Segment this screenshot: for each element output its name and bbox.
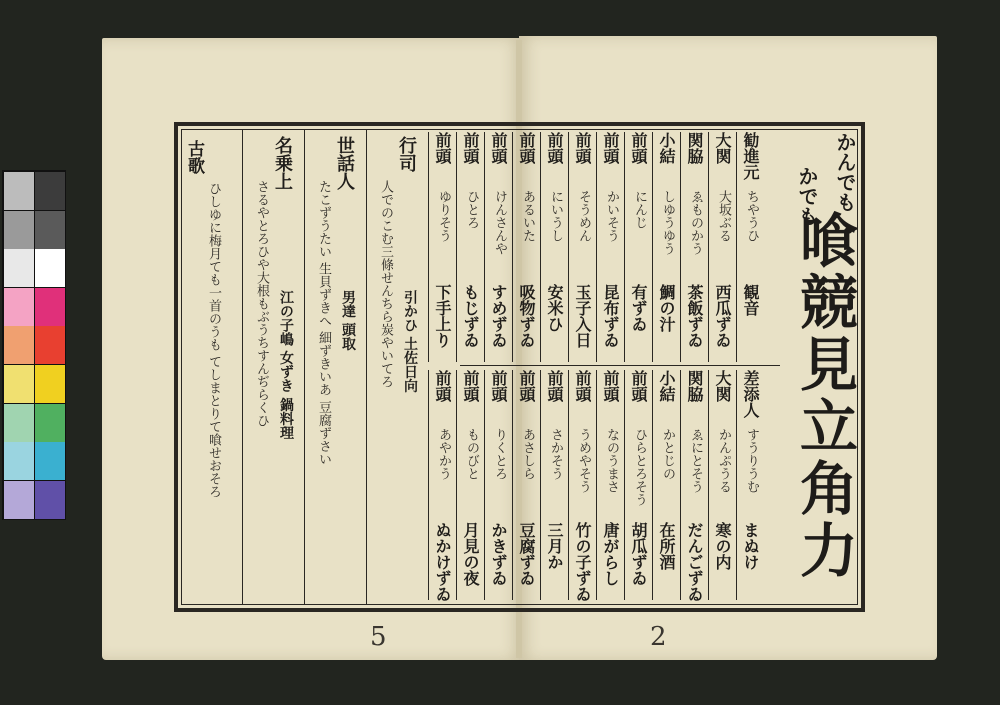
top-row-rank: 勧進元 <box>741 132 760 180</box>
bottom-row-key: 三月か <box>545 522 564 570</box>
column-rule <box>680 132 681 362</box>
bottom-row-key: 寒の内 <box>713 522 732 570</box>
top-row-name: そうめん <box>576 190 591 242</box>
top-row-rank: 前頭 <box>517 132 536 164</box>
column-rule <box>736 132 737 362</box>
column-rule <box>484 370 485 600</box>
column-rule <box>540 370 541 600</box>
bottom-row-rank: 関脇 <box>685 370 704 402</box>
top-row-name: かいそう <box>604 190 619 242</box>
official-key: 江の子嶋 女ずき 鍋料理 <box>278 290 294 440</box>
calibration-patch <box>35 481 65 519</box>
calibration-patch <box>35 442 65 480</box>
official-key: 引かひ 土佐日向 <box>402 290 418 393</box>
bottom-row-rank: 前頭 <box>601 370 620 402</box>
column-rule <box>596 132 597 362</box>
calibration-patch <box>4 365 34 403</box>
calibration-patch <box>35 288 65 326</box>
top-row-key: 茶飯ずゐ <box>685 284 704 348</box>
bottom-row-name: あさしら <box>520 428 535 480</box>
bottom-row-rank: 前頭 <box>489 370 508 402</box>
poem-text: ひしゆに梅月ても一首のうも てしまとりて喰せおそろ <box>206 182 221 499</box>
top-row-name: ちやうひ <box>744 190 759 242</box>
official-role: 世話人 <box>334 136 355 190</box>
top-row-name: ひとろ <box>464 190 479 229</box>
color-calibration-chart <box>2 170 66 520</box>
bottom-row-rank: 小結 <box>657 370 676 402</box>
main-title: 喰競見立角力 <box>790 210 858 582</box>
bottom-row-rank: 大関 <box>713 370 732 402</box>
column-rule <box>512 370 513 600</box>
top-row-name: しゆうゆう <box>660 190 675 255</box>
top-row-rank: 小結 <box>657 132 676 164</box>
top-row-rank: 前頭 <box>461 132 480 164</box>
calibration-patch <box>4 249 34 287</box>
column-rule <box>680 370 681 600</box>
calibration-patch <box>4 288 34 326</box>
calibration-patch <box>35 249 65 287</box>
row-divider <box>460 365 780 366</box>
top-row-name: 大坂ぶる <box>716 190 731 242</box>
top-row-name: あるいた <box>520 190 535 242</box>
calibration-patch <box>35 172 65 210</box>
bottom-row-key: 竹の子ずゐ <box>573 522 592 602</box>
bottom-row-rank: 前頭 <box>629 370 648 402</box>
bottom-row-name: りくとろ <box>492 428 507 480</box>
bottom-row-rank: 前頭 <box>573 370 592 402</box>
official-role: 行司 <box>396 136 417 172</box>
bottom-row-key: 月見の夜 <box>461 522 480 586</box>
top-row-key: 鯛の汁 <box>657 284 676 332</box>
calibration-patch <box>4 404 34 442</box>
top-row-key: 昆布ずゐ <box>601 284 620 348</box>
top-row-rank: 前頭 <box>573 132 592 164</box>
bottom-row-key: かきずゐ <box>489 522 508 586</box>
bottom-row-name: あやかう <box>436 428 451 480</box>
calibration-patch <box>4 326 34 364</box>
bottom-row-name: ゑにとそう <box>688 428 703 493</box>
official-key: 男達 頭取 <box>340 290 356 351</box>
bottom-row-key: 在所酒 <box>657 522 676 570</box>
top-row-key: すめずゐ <box>489 284 508 348</box>
column-rule <box>428 132 429 362</box>
calibration-patch <box>4 442 34 480</box>
top-row-key: 安米ひ <box>545 284 564 332</box>
top-row-key: 吸物ずゐ <box>517 284 536 348</box>
bottom-row-key: まぬけ <box>741 522 760 570</box>
bottom-row-rank: 前頭 <box>545 370 564 402</box>
calibration-patch <box>4 211 34 249</box>
column-rule <box>624 370 625 600</box>
bottom-row-name: すうりうむ <box>744 428 759 493</box>
column-rule <box>484 132 485 362</box>
bottom-row-name: かとじの <box>660 428 675 480</box>
left-page-number: 5 <box>370 622 387 652</box>
calibration-patch <box>35 404 65 442</box>
calibration-patch <box>4 481 34 519</box>
top-row-rank: 関脇 <box>685 132 704 164</box>
top-row-key: 有ずゐ <box>629 284 648 332</box>
bottom-row-key: 唐がらし <box>601 522 620 586</box>
column-rule <box>624 132 625 362</box>
bottom-row-key: ぬかけずゐ <box>433 522 452 602</box>
official-text: 人でのこむ三條せんちら炭やいてろ <box>378 180 393 388</box>
top-row-rank: 前頭 <box>433 132 452 164</box>
column-rule <box>242 129 243 605</box>
top-row-rank: 前頭 <box>545 132 564 164</box>
poem-label: 古歌 <box>184 140 204 174</box>
column-rule <box>540 132 541 362</box>
top-row-name: ゆりそう <box>436 190 451 242</box>
top-row-key: もじずゐ <box>461 284 480 348</box>
top-row-key: 西瓜ずゐ <box>713 284 732 348</box>
column-rule <box>456 370 457 600</box>
column-rule <box>736 370 737 600</box>
title-phrase-right: かんでも <box>833 132 857 212</box>
bottom-row-name: うめやそう <box>576 428 591 493</box>
column-rule <box>652 370 653 600</box>
calibration-patch <box>35 326 65 364</box>
calibration-patch <box>35 365 65 403</box>
top-row-rank: 前頭 <box>601 132 620 164</box>
top-row-rank: 前頭 <box>489 132 508 164</box>
column-rule <box>304 129 305 605</box>
top-row-key: 下手上り <box>433 284 452 348</box>
top-row-name: にんじ <box>632 190 647 229</box>
official-text: さるやとろひや大根もぶうちすんぢらくひ <box>254 180 269 427</box>
bottom-row-rank: 差添人 <box>741 370 760 418</box>
title-phrase-left: かでも <box>795 166 819 226</box>
column-rule <box>708 132 709 362</box>
column-rule <box>652 132 653 362</box>
bottom-row-name: かんぷうる <box>716 428 731 493</box>
top-row-key: 玉子入日 <box>573 284 592 348</box>
column-rule <box>708 370 709 600</box>
top-row-name: にいうし <box>548 190 563 242</box>
official-role: 名乗上 <box>272 136 293 190</box>
column-rule <box>568 132 569 362</box>
right-page-number: 2 <box>650 622 667 652</box>
official-text: たこずうたい 生貝ずきへ 細ずきいあ 豆腐ずさい <box>316 180 331 466</box>
bottom-row-key: 胡瓜ずゐ <box>629 522 648 586</box>
top-row-rank: 大関 <box>713 132 732 164</box>
bottom-row-name: さかそう <box>548 428 563 480</box>
column-rule <box>568 370 569 600</box>
bottom-row-name: なのうまさ <box>604 428 619 493</box>
bottom-row-key: だんごずゐ <box>685 522 704 602</box>
top-row-key: 観音 <box>741 284 760 316</box>
column-rule <box>366 129 367 605</box>
bottom-row-name: ひらとろそう <box>632 428 647 506</box>
top-row-name: けんさんや <box>492 190 507 255</box>
column-rule <box>512 132 513 362</box>
bottom-row-rank: 前頭 <box>517 370 536 402</box>
bottom-row-name: ものびと <box>464 428 479 480</box>
bottom-row-key: 豆腐ずゐ <box>517 522 536 586</box>
bottom-row-rank: 前頭 <box>461 370 480 402</box>
column-rule <box>456 132 457 362</box>
column-rule <box>428 370 429 600</box>
column-rule <box>596 370 597 600</box>
calibration-patch <box>35 211 65 249</box>
top-row-rank: 前頭 <box>629 132 648 164</box>
bottom-row-rank: 前頭 <box>433 370 452 402</box>
top-row-name: ゑものかう <box>688 190 703 255</box>
calibration-patch <box>4 172 34 210</box>
